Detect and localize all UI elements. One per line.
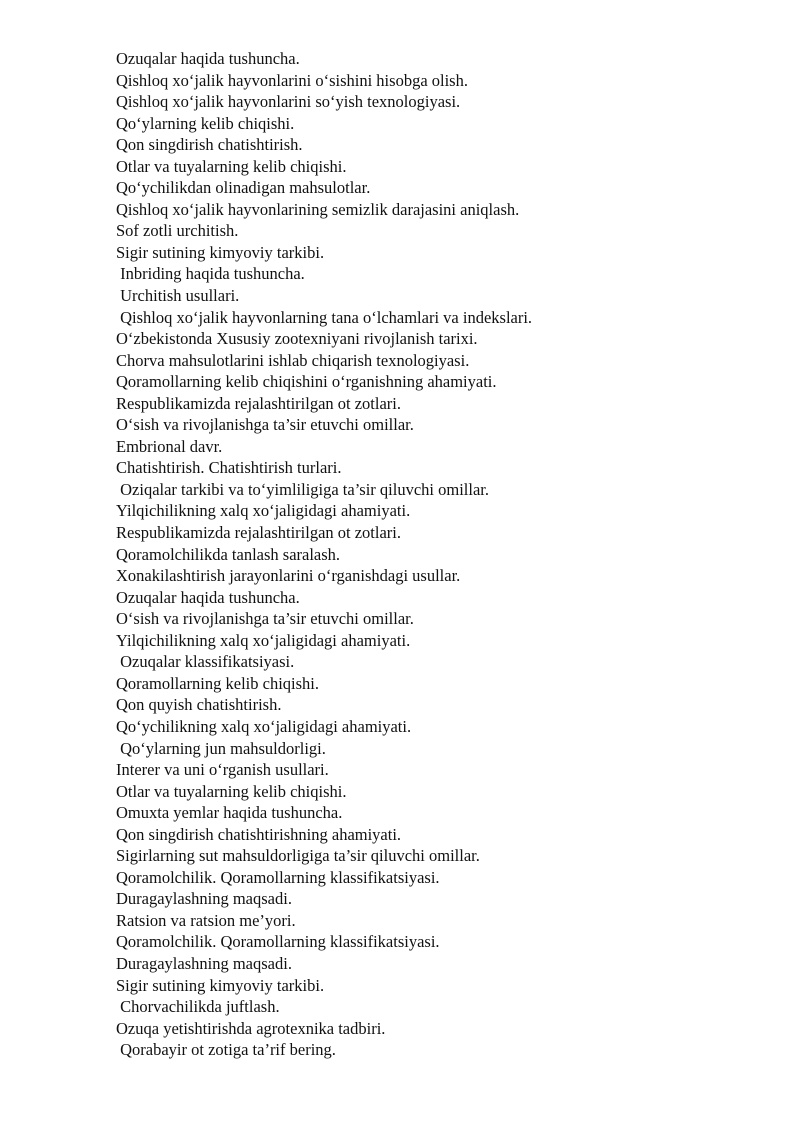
- text-line: Respublikamizda rejalashtirilgan ot zotlari.: [116, 523, 401, 543]
- text-line: Duragaylashning maqsadi.: [116, 953, 292, 973]
- text-line: Chatishtirish. Chatishtirish turlari.: [116, 458, 342, 478]
- text-line: Sigir sutining kimyoviy tarkibi.: [116, 242, 325, 262]
- text-line: Duragaylashning maqsadi.: [116, 889, 292, 909]
- text-line: Ozuqalar klassifikatsiyasi.: [116, 652, 295, 672]
- text-line: Qishloq xo‘jalik hayvonlarining semizlik darajasini aniqlash.: [116, 199, 520, 219]
- text-line: Yilqichilikning xalq xo‘jaligidagi ahamiyati.: [116, 630, 411, 650]
- text-line: Otlar va tuyalarning kelib chiqishi.: [116, 781, 347, 801]
- text-line: Ozuqa yetishtirishda agrotexnika tadbiri.: [116, 1018, 386, 1038]
- text-line: Qo‘ychilikning xalq xo‘jaligidagi ahamiyati.: [116, 716, 412, 736]
- text-line: Sigirlarning sut mahsuldorligiga ta’sir qiluvchi omillar.: [116, 846, 480, 866]
- text-line: Interer va uni o‘rganish usullari.: [116, 760, 329, 780]
- text-line: Chorvachilikda juftlash.: [116, 997, 280, 1017]
- text-line: Respublikamizda rejalashtirilgan ot zotlari.: [116, 393, 401, 413]
- text-line: Qishloq xo‘jalik hayvonlarini so‘yish texnologiyasi.: [116, 92, 461, 112]
- text-line: Otlar va tuyalarning kelib chiqishi.: [116, 156, 347, 176]
- text-line: O‘sish va rivojlanishga ta’sir etuvchi omillar.: [116, 609, 414, 629]
- text-line: Qoramolchilikda tanlash saralash.: [116, 544, 341, 564]
- text-line: Qishloq xo‘jalik hayvonlarning tana o‘lchamlari va indekslari.: [116, 307, 533, 327]
- text-line: Xonakilashtirish jarayonlarini o‘rganishdagi usullar.: [116, 566, 461, 586]
- text-line: Chorva mahsulotlarini ishlab chiqarish texnologiyasi.: [116, 350, 470, 370]
- text-line: Qon quyish chatishtirish.: [116, 695, 282, 715]
- text-line: Sigir sutining kimyoviy tarkibi.: [116, 975, 325, 995]
- text-line: Qishloq xo‘jalik hayvonlarini o‘sishini hisobga olish.: [116, 70, 468, 90]
- text-line: Qon singdirish chatishtirish.: [116, 135, 303, 155]
- text-line: Sof zotli urchitish.: [116, 221, 239, 241]
- text-line: Inbriding haqida tushuncha.: [116, 264, 305, 284]
- text-line: Ratsion va ratsion me’yori.: [116, 910, 296, 930]
- text-line: Ozuqalar haqida tushuncha.: [116, 49, 300, 68]
- text-line: O‘zbekistonda Xususiy zootexniyani rivojlanish tarixi.: [116, 329, 478, 349]
- text-line: Omuxta yemlar haqida tushuncha.: [116, 803, 343, 823]
- text-line: Ozuqalar haqida tushuncha.: [116, 587, 300, 607]
- text-line: Qorabayir ot zotiga ta’rif bering.: [116, 1040, 336, 1060]
- text-line: Yilqichilikning xalq xo‘jaligidagi ahamiyati.: [116, 501, 411, 521]
- document-page: [116, 48, 766, 1061]
- text-line: Qo‘ylarning jun mahsuldorligi.: [116, 738, 326, 758]
- text-line: Qo‘ylarning kelib chiqishi.: [116, 113, 295, 133]
- text-line: Qon singdirish chatishtirishning ahamiyati.: [116, 824, 402, 844]
- text-line: Urchitish usullari.: [116, 286, 240, 306]
- text-line: Qoramolchilik. Qoramollarning klassifikatsiyasi.: [116, 932, 440, 952]
- text-line: O‘sish va rivojlanishga ta’sir etuvchi omillar.: [116, 415, 414, 435]
- text-line: Qoramollarning kelib chiqishi.: [116, 673, 320, 693]
- text-line: Oziqalar tarkibi va to‘yimliligiga ta’sir qiluvchi omillar.: [116, 479, 489, 499]
- text-line: Qo‘ychilikdan olinadigan mahsulotlar.: [116, 178, 371, 198]
- text-line: Embrional davr.: [116, 436, 223, 456]
- text-line: Qoramollarning kelib chiqishini o‘rganishning ahamiyati.: [116, 372, 497, 392]
- text-line: Qoramolchilik. Qoramollarning klassifikatsiyasi.: [116, 867, 440, 887]
